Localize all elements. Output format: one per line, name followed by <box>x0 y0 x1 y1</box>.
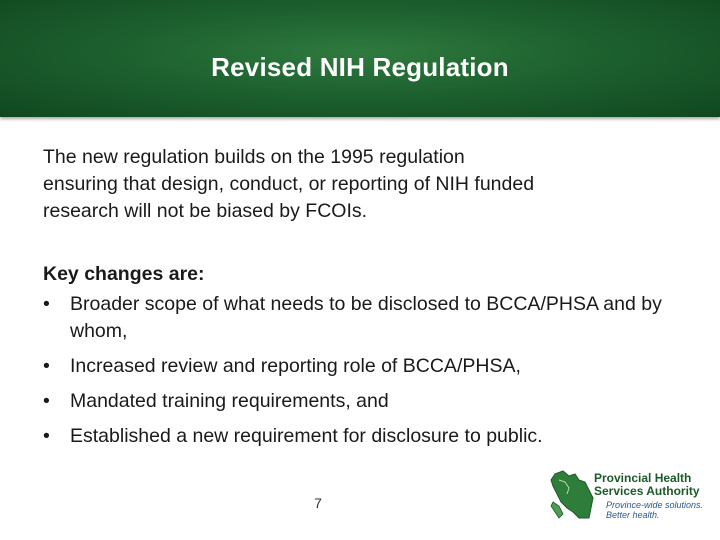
title-banner <box>0 0 720 117</box>
list-item <box>43 423 690 450</box>
intro-paragraph: The new regulation builds on the 1995 regulation ensuring that design, conduct, or reporting of NIH funded research will not be biased by FCOIs. <box>43 146 535 222</box>
page-number: 7 <box>314 495 322 511</box>
slide-body <box>43 144 683 458</box>
slide-title: Revised NIH Regulation <box>211 52 509 82</box>
list-item-text: Broader scope of what needs to be disclosed to BCCA/PHSA and by whom, <box>70 293 662 342</box>
phsa-logo <box>549 468 709 526</box>
logo-name-line2: Services Authority <box>594 484 700 498</box>
bc-map-icon <box>549 468 597 522</box>
list-item-text: Established a new requirement for disclosure to public. <box>70 425 543 447</box>
key-changes-list <box>43 291 683 450</box>
list-item <box>43 388 690 415</box>
bullet-icon: • <box>43 293 50 315</box>
logo-name-line1: Provincial Health <box>594 471 692 485</box>
logo-tagline-line1: Province-wide solutions. <box>606 500 704 510</box>
list-item <box>43 353 690 380</box>
key-changes-heading: Key changes are: <box>43 263 205 285</box>
bullet-icon: • <box>43 355 50 377</box>
bullet-icon: • <box>43 390 50 412</box>
logo-tagline-line2: Better health. <box>606 510 660 520</box>
bullet-icon: • <box>43 425 50 447</box>
list-item-text: Increased review and reporting role of BCCA/PHSA, <box>70 355 521 377</box>
list-item-text: Mandated training requirements, and <box>70 390 389 412</box>
list-item <box>43 291 690 345</box>
